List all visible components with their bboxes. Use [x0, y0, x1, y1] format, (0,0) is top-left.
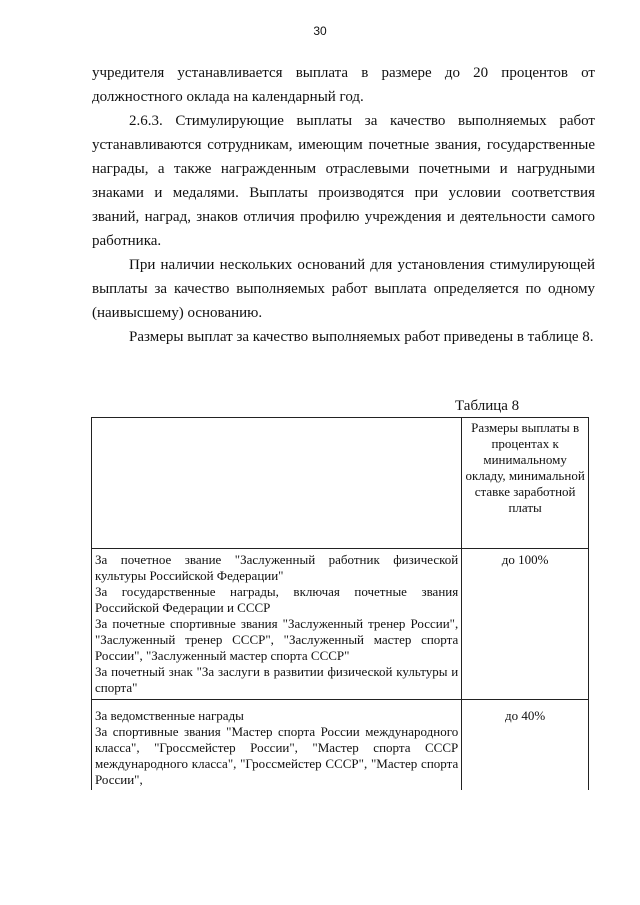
header-cell-right: Размеры выплаты в процентах к минимальному окладу, минимальной ставке заработной платы	[462, 418, 589, 549]
paragraph-table-reference: Размеры выплат за качество выполняемых работ приведены в таблице 8.	[129, 329, 594, 345]
table-caption: Таблица 8	[455, 398, 520, 414]
table-header-row	[92, 418, 589, 549]
paragraph-continuation: учредителя устанавливается выплата в размере до 20 процентов от должностного оклада на календарный год.	[92, 65, 595, 105]
row-value-cell: до 100%	[462, 549, 589, 700]
row-description-cell	[92, 549, 462, 700]
row-line: За государственные награды, включая почетные звания Российской Федерации и СССР	[95, 584, 459, 615]
payment-table	[91, 417, 589, 790]
row-value-cell: до 40%	[462, 700, 589, 791]
page-number: 30	[313, 24, 327, 38]
table-row	[92, 549, 589, 700]
body-text	[92, 61, 595, 349]
row-line: За ведомственные награды	[95, 708, 244, 723]
header-cell-left	[92, 418, 462, 549]
row-line: За спортивные звания "Мастер спорта России международного класса", "Гроссмейстер России", "Мастер спорта СССР международного класса", "Гроссмейстер СССР", "Мастер спорта России",	[95, 724, 459, 787]
paragraph-multiple-grounds: При наличии нескольких оснований для установления стимулирующей выплаты за качество выполняемых работ выплата определяется по одному (наивысшему) основанию.	[92, 257, 595, 321]
table-row	[92, 700, 589, 791]
row-description-cell	[92, 700, 462, 791]
row-line: За почетный знак "За заслуги в развитии физической культуры и спорта"	[95, 664, 459, 695]
paragraph-2-6-3: 2.6.3. Стимулирующие выплаты за качество выполняемых работ устанавливаются сотрудникам, имеющим почетные звания, государственные награды, а также награжденным отраслевыми почетными и нагрудными знаками и медалями. Выплаты производятся при условии соответствия званий, наград, знаков отличия профилю учреждения и деятельности самого работника.	[92, 113, 595, 249]
row-line: За почетное звание "Заслуженный работник физической культуры Российской Федерации"	[95, 552, 459, 583]
row-line: За почетные спортивные звания "Заслуженный тренер России", "Заслуженный тренер СССР", "Заслуженный мастер спорта России", "Заслуженный мастер спорта СССР"	[95, 616, 459, 663]
